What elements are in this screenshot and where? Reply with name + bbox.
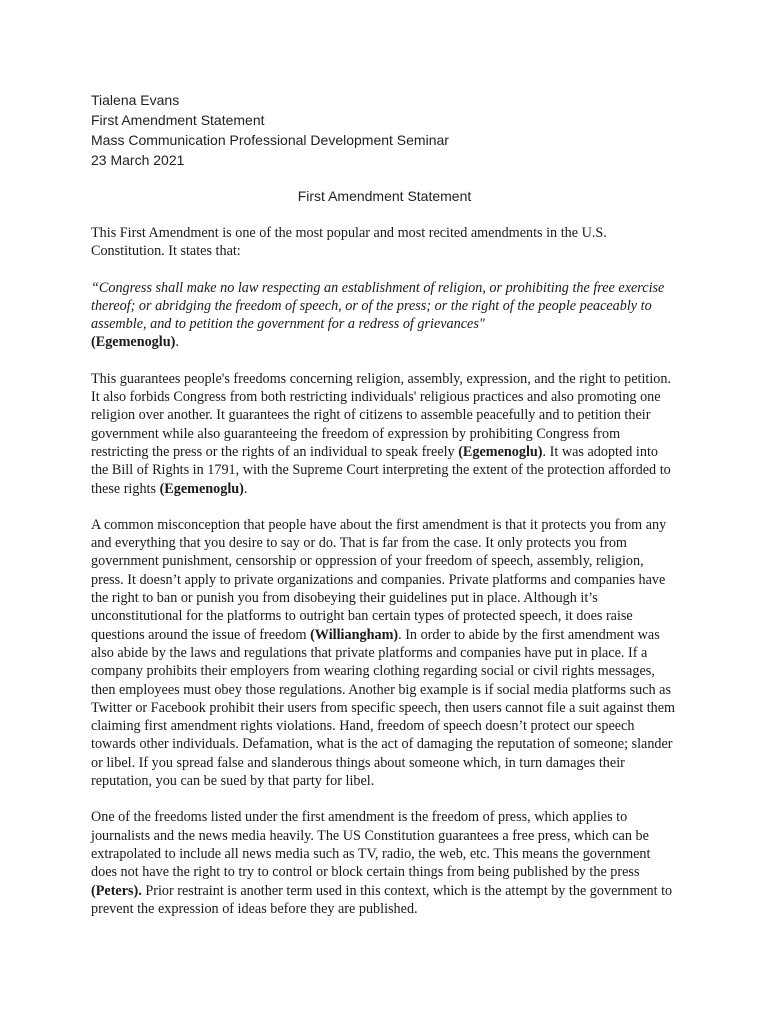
citation: (Egemenoglu): [159, 480, 244, 497]
document-header: [91, 90, 678, 170]
citation: (Peters).: [91, 882, 142, 899]
paragraph-intro: [91, 224, 678, 261]
author-name: Tialena Evans: [91, 92, 180, 108]
paragraph-text: This First Amendment is one of the most popular and most recited amendments in the U.S. Constitution. It states that:: [91, 225, 607, 260]
paragraph-press: [91, 808, 678, 918]
paragraph-quote: [91, 279, 678, 352]
document-title: First Amendment Statement: [297, 188, 472, 204]
paragraph-text: . It was adopted into the Bill of Rights in 1791, with the Supreme Court interpreting the extent of the protection afforded to these rights: [91, 443, 671, 497]
paragraph-freedoms: [91, 370, 678, 498]
paragraph-text: This guarantees people's freedoms concerning religion, assembly, expression, and the right to petition. It also forbids Congress from both restricting individuals' religious practices and also promoting one religion over another. It guarantees the right of citizens to assemble peacefully and to petition their government while also guaranteeing the freedom of expression by prohibiting Congress from restricting the press or the rights of an individual to speak freely: [91, 370, 672, 460]
document-type: First Amendment Statement: [91, 112, 265, 128]
paragraph-text: A common misconception that people have about the first amendment is that it protects you from any and everything that you desire to say or do. That is far from the case. It only protects you from government punishment, censorship or oppression of your freedom of speech, assembly, religion, press. It doesn’t apply to private organizations and companies. Private platforms and companies have the right to ban or punish you from disobeying their guidelines put in place. Although it’s unconstitutional for the platforms to outright ban certain types of protected speech, it does raise questions around the issue of freedom: [91, 516, 667, 643]
paragraph-text: .: [175, 334, 179, 351]
paragraph-misconception: [91, 516, 678, 790]
citation: (Egemenoglu): [458, 443, 543, 460]
course-name: Mass Communication Professional Development Seminar: [91, 132, 449, 148]
amendment-quote: “Congress shall make no law respecting an establishment of religion, or prohibiting the free exercise thereof; or abridging the freedom of speech, or of the press; or the right of the people peaceably to assemble, and to petition the government for a redress of grievances": [91, 279, 665, 333]
paragraph-text: .: [243, 480, 248, 497]
citation: (Egemenoglu): [91, 334, 176, 351]
document-date: 23 March 2021: [91, 152, 185, 168]
paragraph-text: Prior restraint is another term used in this context, which is the attempt by the government to prevent the expression of ideas before they are published.: [91, 882, 673, 917]
paragraph-text: . In order to abide by the first amendment was also abide by the laws and regulations that private platforms and companies have put in place. If a company prohibits their employers from wearing clothing regarding social or civil rights messages, then employees must obey those regulations. Another big example is if social media platforms such as Twitter or Facebook prohibit their users from specific speech, then users cannot file a suit against them claiming first amendment rights violations. Hand, freedom of speech doesn’t protect our speech towards other individuals. Defamation, what is the act of damaging the reputation of someone; slander or libel. If you spread false and slanderous things about someone which, in turn damages their reputation, you can be sued by that party for libel.: [91, 626, 676, 790]
paragraph-text: One of the freedoms listed under the first amendment is the freedom of press, which applies to journalists and the news media heavily. The US Constitution guarantees a free press, which can be extrapolated to include all news media such as TV, radio, the web, etc. This means the government does not have the right to try to control or block certain things from being published by the press: [91, 809, 651, 881]
citation: (Williangham): [310, 626, 399, 643]
